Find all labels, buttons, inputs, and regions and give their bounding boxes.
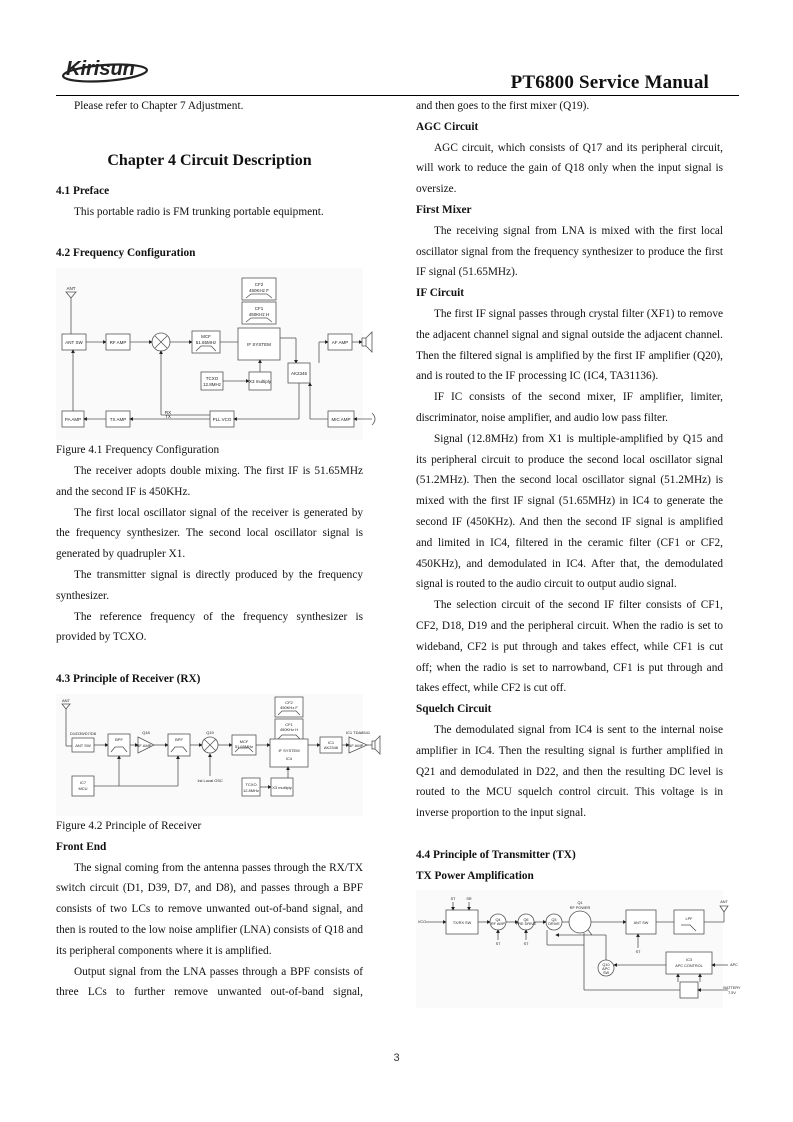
- label-tcxo-freq: 12.8MHz: [242, 787, 260, 793]
- label-ak2346: AK2346: [290, 371, 308, 377]
- label-st-2: ST: [495, 942, 501, 947]
- label-cf2: CF2: [254, 282, 264, 288]
- front-end-paragraph-2: Output signal from the LNA passes through a BPF consists of three LCs to further remove unwanted out-of-band signal,: [56, 965, 363, 999]
- label-q1: Q1: [577, 901, 583, 906]
- label-diodes: D1/D39/D7/D8: [69, 730, 97, 736]
- label-cf1-freq: 450KHz H: [248, 312, 270, 318]
- label-q3-drive: DRIVE: [548, 922, 560, 927]
- section-4-2-title: 4.2 Frequency Configuration: [56, 247, 196, 260]
- label-tcxo-freq: 12.8MHz: [202, 382, 222, 388]
- label-vco: VCO: [417, 920, 427, 925]
- label-q4-rf-amp: RF AMP: [490, 922, 506, 927]
- label-x3: X3 multiply: [272, 784, 292, 790]
- label-rx: RX: [164, 410, 172, 416]
- agc-circuit-title: AGC Circuit: [416, 120, 479, 133]
- label-apc: APC: [730, 963, 738, 968]
- if-circuit-title: IF Circuit: [416, 287, 465, 300]
- label-ic1: IC1: [327, 739, 335, 745]
- paragraph-transmitter-signal: The transmitter signal is directly produced by the frequency synthesizer.: [56, 568, 363, 602]
- label-ak2346: AK2346: [323, 744, 339, 750]
- if-circuit-paragraph-2: IF IC consists of the second mixer, IF amplifier, limiter, discriminator, noise amplifier, and audio low pass filter.: [416, 391, 723, 424]
- label-mcf-freq: 51.65MHz: [234, 743, 254, 749]
- speaker-icon: [362, 338, 366, 346]
- label-ant: ANT: [62, 697, 70, 703]
- figure-4-2-caption: Figure 4.2 Principle of Receiver: [56, 819, 202, 832]
- label-af-amp: AF AMP: [348, 742, 364, 748]
- kirisun-logo: [60, 56, 150, 84]
- label-x3: X3 multiply: [248, 379, 272, 385]
- label-q3: Q3: [551, 918, 557, 923]
- figure-tx-power-amplification: [416, 890, 741, 1008]
- label-q6-pre-drive: PRE DRIVE: [515, 922, 537, 927]
- paragraph-reference-frequency: The reference frequency of the frequency synthesizer is provided by TCXO.: [56, 610, 363, 644]
- label-mcu: MCU: [78, 785, 88, 791]
- label-mcf-freq: 51.65MHz: [195, 340, 217, 346]
- frequency-config-diagram: [56, 268, 381, 440]
- label-if-system: IF SYSTEM: [278, 747, 300, 753]
- label-cf1-freq: 450KHz H: [279, 726, 299, 732]
- label-battery: BATTERY: [723, 986, 741, 991]
- speaker-icon: [372, 741, 375, 749]
- label-tx: TX: [165, 414, 171, 420]
- tx-power-diagram: [416, 890, 741, 1008]
- label-st-4: ST: [635, 950, 641, 955]
- label-pa-amp: PA AMP: [64, 417, 82, 423]
- section-4-3-title: 4.3 Principle of Receiver (RX): [56, 673, 201, 686]
- left-column: [56, 96, 371, 1003]
- front-end-paragraph-1: The signal coming from the antenna passes through the RX/TX switch circuit (D1, D39, D7, and D8), and passes through a BPF consists of two LCs to remove unwanted out-of-band signal, and then is routed to the low noise amplifier (LNA) consists of Q18 and its peripheral components where it is amplified.: [56, 861, 363, 957]
- label-bpf-2: BPF: [175, 736, 183, 742]
- label-ant-sw: ANT SW: [75, 742, 91, 748]
- paragraph-double-mixing: The receiver adopts double mixing. The first IF is 51.65MHz and the second IF is 450KHz.: [56, 464, 363, 498]
- label-rf-amp: RF AMP: [136, 742, 152, 748]
- label-ant-sw: ANT SW: [633, 921, 649, 926]
- label-q10: Q10: [602, 963, 610, 968]
- right-column: [416, 96, 741, 1008]
- paragraph-local-oscillator: The first local oscillator signal of the receiver is generated by the frequency synthesizer. The second local oscillator signal is generated by quadrupler X1.: [56, 506, 363, 561]
- chapter-title: Chapter 4 Circuit Description: [107, 151, 312, 169]
- label-ant: ANT: [720, 900, 728, 905]
- label-bpf-1: BPF: [115, 736, 123, 742]
- front-end-title: Front End: [56, 840, 107, 853]
- label-if-system: IF SYSTEM: [247, 342, 271, 348]
- brand-text: Kirisun: [66, 58, 135, 80]
- if-circuit-paragraph-1: The first IF signal passes through crystal filter (XF1) to remove the adjacent channel signal and signal outside the adjacent channel. Then the filtered signal is amplified by the first IF amplifier (Q20), and is routed to the IF processing IC (IC4, TA31136).: [416, 307, 723, 383]
- figure-4-1-caption: Figure 4.1 Frequency Configuration: [56, 444, 220, 457]
- label-tx-amp: TX AMP: [109, 417, 127, 423]
- first-mixer-text: The receiving signal from LNA is mixed with the first local oscillator signal from the frequency synthesizer to produce the first IF signal (51.65MHz).: [416, 224, 723, 279]
- label-ant-sw: ANT SW: [65, 340, 83, 346]
- label-ic-af: IC1 TDA8541: [345, 729, 371, 735]
- label-cf1: CF1: [254, 306, 264, 312]
- label-mic-amp: MIC AMP: [331, 417, 351, 423]
- label-mcf: MCF: [201, 334, 211, 340]
- label-q19: Q19: [206, 729, 214, 735]
- label-apc-control: APC CONTROL: [675, 964, 703, 969]
- label-st-3: ST: [523, 942, 529, 947]
- squelch-circuit-text: The demodulated signal from IC4 is sent to the internal noise amplifier in IC4. Then the resulting signal is further amplified in Q21 and demodulated in D22, and then the resulting DC level is routed to the MCU squelch control circuit. This voltage is in inverse proportion to the input signal.: [416, 723, 723, 820]
- if-circuit-paragraph-3: Signal (12.8MHz) from X1 is multiple-amplified by Q15 and its peripheral circuit to produce the second local oscillator signal (51.2MHz). Then the second local oscillator signal (51.2MHz) is mixed with the first IF signal (51.65MHz) in IC4 to generate the second IF (450KHz). And then the second IF signal is amplified and limited in IC4, filtered in the ceramic filter (CF1 or CF2, 450KHz), and demodulated in IC4. After that, the demodulated signal is routed to the audio circuit to output audio signal.: [416, 432, 723, 591]
- label-q10-sw: SW: [602, 971, 610, 976]
- label-st-1: ST: [450, 897, 456, 902]
- receiver-diagram: [56, 694, 381, 816]
- label-tcxo: TCXO: [205, 376, 219, 382]
- microphone-icon: [372, 413, 375, 425]
- label-lpf: LPF: [685, 917, 693, 922]
- intro-text: Please refer to Chapter 7 Adjustment.: [74, 100, 244, 112]
- if-circuit-paragraph-4: The selection circuit of the second IF filter consists of CF1, CF2, D18, D19 and the peripheral circuit. When the radio is set to wideband, CF2 is put through and takes effect, while CF1 is cut off; when the radio is set to narrowband, CF1 is put through and takes effect, while CF2 is cut off.: [416, 599, 723, 695]
- page-number: 3: [393, 1052, 400, 1064]
- label-pll-vco: PLL VCO: [212, 417, 232, 423]
- antenna-icon: [66, 292, 76, 298]
- label-cf2-freq: 450KHz F: [280, 704, 298, 710]
- figure-4-2-principle-of-receiver: [56, 694, 371, 816]
- label-q6: Q6: [523, 918, 529, 923]
- section-4-1-title: 4.1 Preface: [56, 184, 110, 197]
- label-txrx-sw: TX/RX SW: [452, 921, 472, 926]
- label-ic7: IC7: [79, 779, 87, 785]
- figure-4-1-frequency-configuration: [56, 268, 363, 440]
- label-q1-rf-power: RF POWER: [569, 906, 591, 911]
- label-sr: SR: [466, 897, 472, 902]
- label-ic3: IC3: [686, 958, 692, 963]
- agc-circuit-text: AGC circuit, which consists of Q17 and its peripheral circuit, will work to reduce the gain of Q18 only when the input signal is oversize.: [416, 141, 723, 196]
- label-q4: Q4: [495, 918, 501, 923]
- label-ic4: IC4: [285, 755, 293, 761]
- label-mcf: MCF: [239, 738, 249, 744]
- section-4-1-text: This portable radio is FM trunking portable equipment.: [74, 205, 324, 218]
- antenna-icon: [62, 704, 70, 709]
- label-battery-voltage: 7.5V: [728, 991, 736, 996]
- squelch-circuit-title: Squelch Circuit: [416, 703, 492, 716]
- label-cf1: CF1: [285, 721, 293, 727]
- label-cf2: CF2: [285, 699, 293, 705]
- manual-title: PT6800 Service Manual: [510, 72, 709, 93]
- label-q10-apc: APC: [602, 967, 610, 972]
- label-first-osc: 1st Local OSC: [197, 777, 223, 783]
- label-ant: ANT: [66, 286, 76, 292]
- label-rf-amp: RF AMP: [109, 340, 127, 346]
- antenna-icon: [720, 906, 728, 912]
- tx-power-amplification-title: TX Power Amplification: [416, 869, 534, 882]
- label-af-amp: AF AMP: [331, 340, 349, 346]
- continued-text: and then goes to the first mixer (Q19).: [416, 100, 590, 112]
- section-4-4-title: 4.4 Principle of Transmitter (TX): [416, 848, 576, 861]
- first-mixer-title: First Mixer: [416, 203, 472, 216]
- label-q18: Q18: [142, 729, 150, 735]
- label-tcxo: TCXO: [245, 781, 257, 787]
- label-cf2-freq: 450KHz F: [248, 288, 270, 294]
